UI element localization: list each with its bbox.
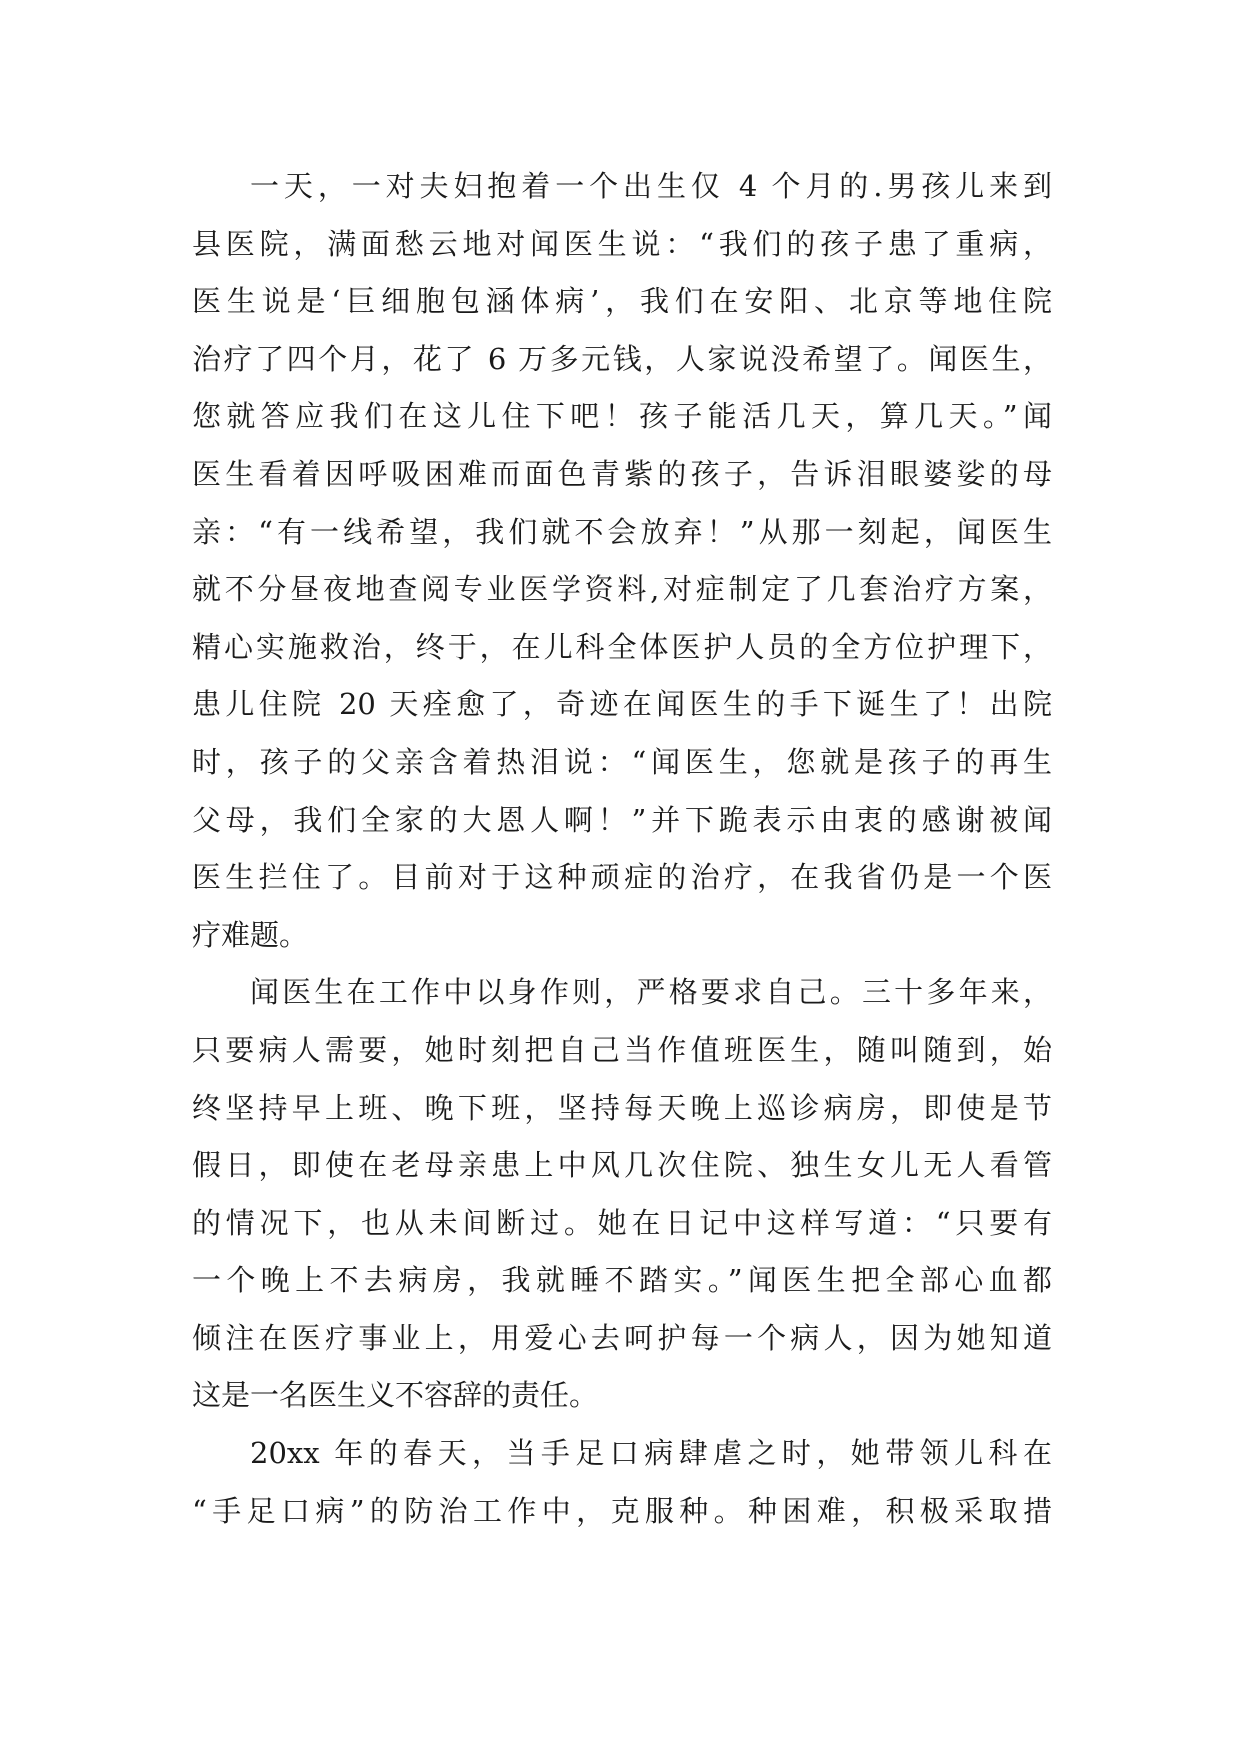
text-line: 假日，即使在老母亲患上中风几次住院、独生女儿无人看管 (192, 1148, 1052, 1183)
text-line: 亲：“有一线希望，我们就不会放弃！”从那一刻起，闻医生 (192, 514, 1052, 549)
text-line: 县医院，满面愁云地对闻医生说：“我们的孩子患了重病， (192, 226, 1052, 261)
text-line: 的情况下，也从未间断过。她在日记中这样写道：“只要有 (192, 1205, 1052, 1240)
text-line: 医生说是‘巨细胞包涵体病’，我们在安阳、北京等地住院 (192, 284, 1052, 319)
text-line: 患儿住院 20 天痊愈了，奇迹在闻医生的手下诞生了！出院 (192, 687, 1052, 722)
text-line: 一天，一对夫妇抱着一个出生仅 4 个月的.男孩儿来到 (250, 169, 1052, 203)
paragraph-3 (192, 1425, 1052, 1540)
text-line: 闻医生在工作中以身作则，严格要求自己。三十多年来， (250, 975, 1052, 1010)
text-line: 父母，我们全家的大恩人啊！”并下跪表示由衷的感谢被闻 (192, 802, 1052, 837)
text-line: 20xx 年的春天，当手足口病肆虐之时，她带领儿科在 (250, 1436, 1052, 1471)
text-line: 疗难题。 (192, 917, 309, 952)
text-line: 医生看着因呼吸困难而面色青紫的孩子，告诉泪眼婆娑的母 (192, 456, 1052, 491)
text-line: “手足口病”的防治工作中，克服种。种困难，积极采取措 (192, 1493, 1052, 1528)
paragraph-1 (192, 158, 1052, 964)
text-line: 倾注在医疗事业上，用爱心去呵护每一个病人，因为她知道 (192, 1320, 1052, 1355)
text-line: 精心实施救治，终于，在儿科全体医护人员的全方位护理下， (192, 629, 1052, 664)
text-line: 终坚持早上班、晚下班，坚持每天晚上巡诊病房，即使是节 (192, 1090, 1052, 1125)
document-body (192, 158, 1052, 1540)
text-line: 您就答应我们在这儿住下吧！孩子能活几天，算几天。”闻 (192, 399, 1052, 434)
text-line: 医生拦住了。目前对于这种顽症的治疗，在我省仍是一个医 (192, 860, 1052, 895)
text-line: 只要病人需要，她时刻把自己当作值班医生，随叫随到，始 (192, 1032, 1052, 1067)
text-line: 这是一名医生义不容辞的责任。 (192, 1378, 599, 1413)
text-line: 就不分昼夜地查阅专业医学资料,对症制定了几套治疗方案， (192, 572, 1052, 607)
text-line: 一个晚上不去病房，我就睡不踏实。”闻医生把全部心血都 (192, 1263, 1052, 1298)
text-line: 治疗了四个月，花了 6 万多元钱，人家说没希望了。闻医生， (192, 341, 1052, 376)
text-line: 时，孩子的父亲含着热泪说：“闻医生，您就是孩子的再生 (192, 744, 1052, 779)
paragraph-2 (192, 964, 1052, 1425)
